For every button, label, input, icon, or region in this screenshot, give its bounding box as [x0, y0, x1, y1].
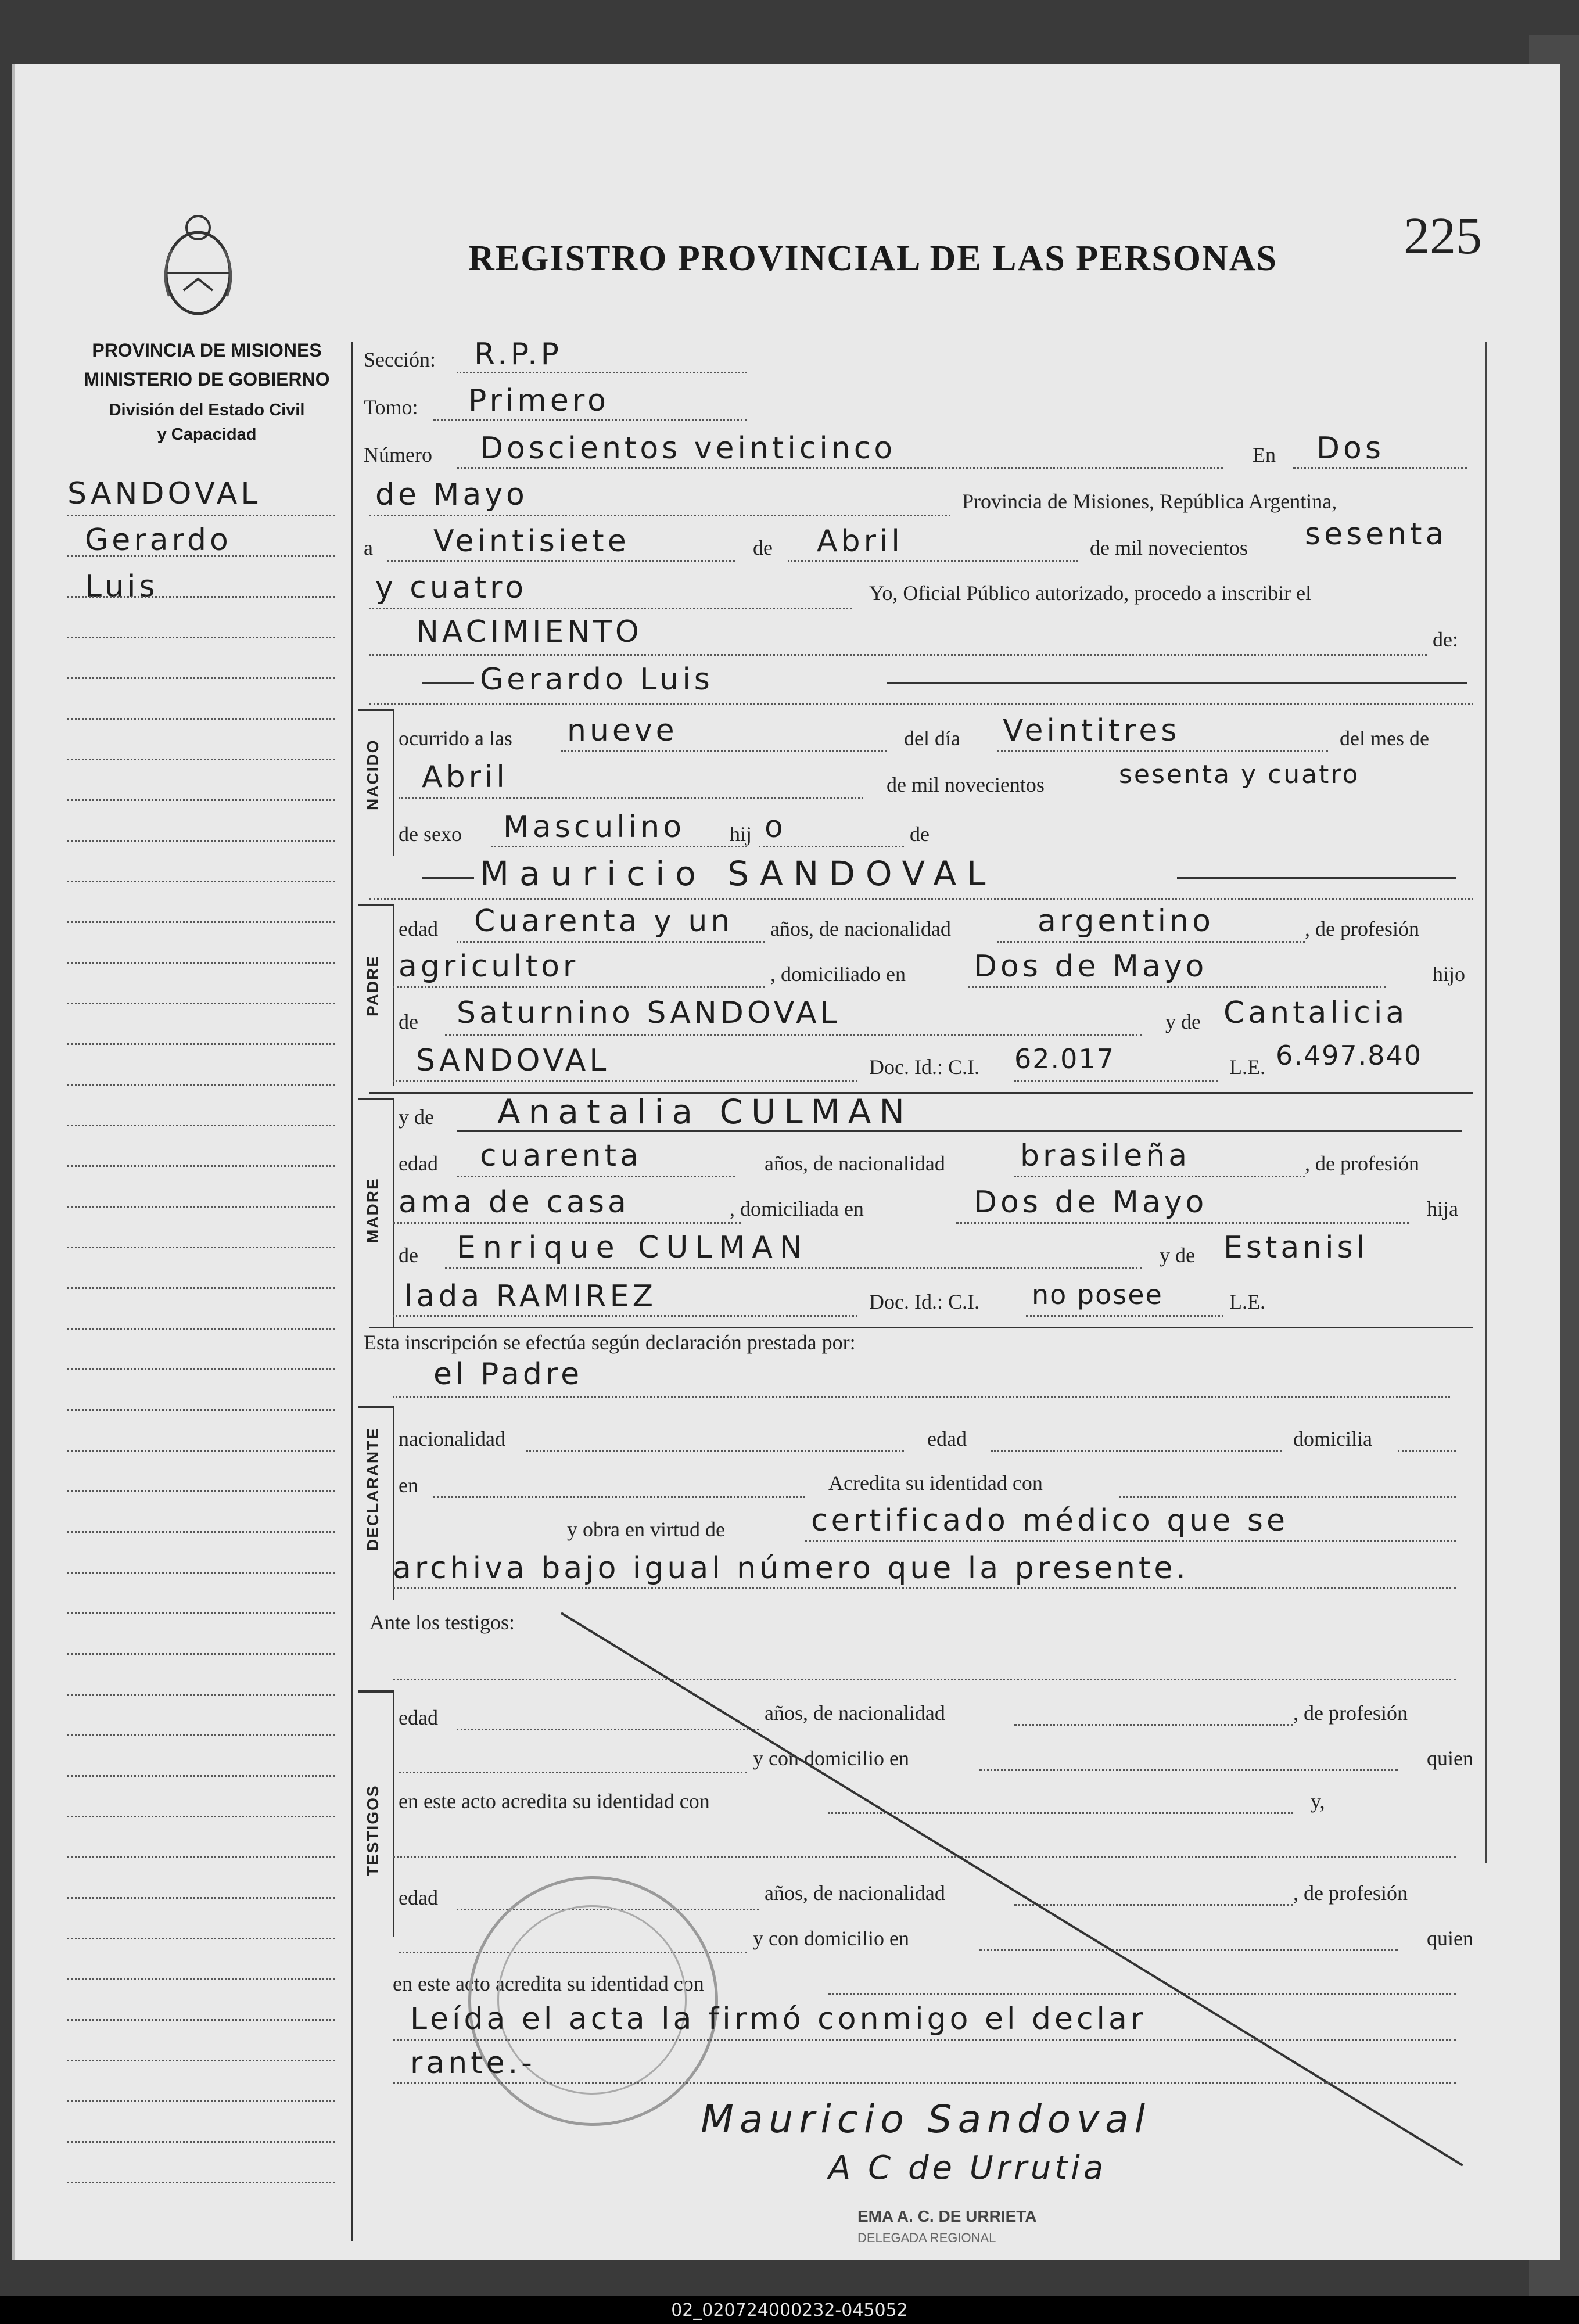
padre-prof-value: agricultor — [399, 949, 579, 984]
nacido-section-label: NACIDO — [364, 739, 382, 810]
padre-mother-value: Cantalicia — [1223, 996, 1408, 1030]
madre-father-value: Enrique CULMAN — [457, 1230, 809, 1265]
madre-edad-label: edad — [399, 1152, 438, 1175]
testigo1-dom-label: y con domicilio en — [753, 1747, 909, 1770]
page-number: 225 — [1404, 207, 1482, 265]
margin-ruled-line — [67, 1328, 335, 1330]
madre-dom-label: , domiciliada en — [730, 1197, 864, 1220]
sexo-label: de sexo — [399, 822, 462, 846]
padre-dom-value: Dos de Mayo — [974, 949, 1208, 984]
margin-ruled-line — [67, 962, 335, 964]
margin-ruled-line — [67, 1003, 335, 1004]
padre-edad-label: edad — [399, 917, 438, 940]
child-name-value: Gerardo Luis — [480, 662, 713, 697]
margin-ruled-line — [67, 1734, 335, 1736]
madre-mother-surname-value: lada RAMIREZ — [404, 1279, 657, 1314]
margin-ruled-line — [67, 1572, 335, 1574]
hijo-value: o — [765, 810, 787, 845]
madre-nac-label: años, de nacionalidad — [765, 1152, 945, 1175]
signature-declarant: Mauricio Sandoval — [701, 2097, 1151, 2142]
seccion-value: R.P.P — [474, 337, 562, 372]
declarante-obra-value-continued: archiva bajo igual número que la presente. — [393, 1551, 1189, 1586]
en-label: En — [1253, 443, 1276, 466]
margin-ruled-line — [67, 1816, 335, 1817]
padre-nac-value: argentino — [1038, 904, 1214, 939]
margin-ruled-line — [67, 759, 335, 760]
margin-ruled-line — [67, 718, 335, 720]
ocurrido-label: ocurrido a las — [399, 727, 512, 750]
birth-year-value: sesenta y cuatro — [1119, 760, 1360, 789]
madre-prof-label: , de profesión — [1305, 1152, 1419, 1175]
testigo1-prof-label: , de profesión — [1293, 1701, 1408, 1725]
province-header — [50, 336, 364, 394]
closing-note-line-2: rante.- — [410, 2046, 536, 2081]
signature-official: A C de Urrutia — [828, 2149, 1107, 2187]
padre-mother-surname-value: SANDOVAL — [416, 1043, 610, 1078]
margin-ruled-line — [67, 555, 335, 557]
margin-ruled-line — [67, 1938, 335, 1939]
seccion-label: Sección: — [364, 348, 436, 371]
division-line-2: y Capacidad — [157, 425, 257, 444]
margin-ruled-line — [67, 1247, 335, 1248]
padre-section-label: PADRE — [364, 955, 382, 1016]
declarante-dom-label: domicilia — [1293, 1427, 1372, 1450]
margin-middle-name: Luis — [85, 569, 159, 604]
birth-month-value: Abril — [422, 760, 508, 795]
testigo1-y-label: y, — [1311, 1790, 1325, 1813]
declarante-value: el Padre — [433, 1357, 583, 1392]
year-value: sesenta — [1305, 517, 1448, 552]
margin-ruled-line — [67, 881, 335, 882]
margin-ruled-line — [67, 1165, 335, 1167]
official-stamp-name: EMA A. C. DE URRIETA — [857, 2207, 1037, 2225]
del-dia-label: del día — [904, 727, 960, 750]
year-value-continued: y cuatro — [375, 570, 527, 605]
register-page — [12, 64, 1560, 2260]
division-line-1: División del Estado Civil — [109, 401, 305, 419]
margin-ruled-line — [67, 1612, 335, 1614]
padre-hijo-label: hijo — [1433, 962, 1466, 986]
declarante-en-label: en — [399, 1474, 418, 1497]
father-full-name-value: Mauricio SANDOVAL — [480, 854, 996, 893]
margin-ruled-line — [67, 1694, 335, 1696]
margin-ruled-line — [67, 2060, 335, 2061]
form-frame-right — [1485, 342, 1487, 1863]
act-type-value: NACIMIENTO — [416, 615, 643, 649]
margin-ruled-line — [67, 1856, 335, 1858]
margin-ruled-line — [67, 1450, 335, 1452]
testigo2-edad-label: edad — [399, 1886, 438, 1909]
province-name: PROVINCIA DE MISIONES — [92, 340, 322, 361]
ministry-name: MINISTERIO DE GOBIERNO — [84, 369, 330, 390]
madre-yde2-label: y de — [1160, 1244, 1195, 1267]
a-label: a — [364, 536, 373, 559]
declarante-edad-label: edad — [927, 1427, 967, 1450]
en-value: Dos — [1316, 431, 1384, 466]
padre-le-label: L.E. — [1229, 1055, 1265, 1079]
madre-name-value: Anatalia CULMAN — [497, 1092, 913, 1132]
declarante-nac-label: nacionalidad — [399, 1427, 505, 1450]
margin-ruled-line — [67, 1897, 335, 1899]
margin-given-name: Gerardo — [85, 523, 232, 558]
declaracion-intro-label: Esta inscripción se efectúa según declaración prestada por: — [364, 1331, 856, 1354]
margin-ruled-line — [67, 2100, 335, 2102]
division-header — [50, 398, 364, 447]
margin-ruled-line — [67, 799, 335, 801]
madre-section-label: MADRE — [364, 1177, 382, 1243]
ante-testigos-label: Ante los testigos: — [369, 1611, 515, 1634]
de-label: de — [753, 536, 773, 559]
padre-prof-label: , de profesión — [1305, 917, 1419, 940]
madre-hija-label: hija — [1427, 1197, 1458, 1220]
margin-ruled-line — [67, 1409, 335, 1411]
madre-doc-label: Doc. Id.: C.I. — [869, 1290, 979, 1313]
tomo-label: Tomo: — [364, 396, 418, 419]
margin-ruled-line — [67, 1287, 335, 1289]
margin-ruled-line — [67, 637, 335, 638]
place-value: de Mayo — [375, 477, 528, 512]
testigos-section-label: TESTIGOS — [364, 1784, 382, 1876]
margin-ruled-line — [67, 2019, 335, 2021]
testigo1-quien-label: quien — [1427, 1747, 1473, 1770]
padre-edad-value: Cuarenta y un — [474, 904, 734, 939]
sexo-value: Masculino — [503, 810, 686, 845]
margin-ruled-line — [67, 840, 335, 842]
footer-id: 02_020724000232-045052 — [671, 2300, 908, 2321]
madre-dom-value: Dos de Mayo — [974, 1185, 1208, 1220]
margin-ruled-line — [67, 1531, 335, 1533]
testigo1-nac-label: años, de nacionalidad — [765, 1701, 945, 1725]
madre-mother-value: Estanisl — [1223, 1230, 1369, 1265]
declarante-section-label: DECLARANTE — [364, 1427, 382, 1551]
madre-doc-value: no posee — [1032, 1279, 1163, 1310]
de-father-label: de — [910, 822, 930, 846]
margin-ruled-line — [67, 921, 335, 923]
madre-edad-value: cuarenta — [480, 1138, 642, 1173]
birth-hour-value: nueve — [567, 713, 678, 748]
padre-yde-label: y de — [1165, 1010, 1201, 1033]
de-colon-label: de: — [1433, 628, 1458, 651]
margin-ruled-line — [67, 596, 335, 598]
madre-le-label: L.E. — [1229, 1290, 1265, 1313]
birth-year-label: de mil novecientos — [887, 773, 1045, 796]
padre-doc-label: Doc. Id.: C.I. — [869, 1055, 979, 1079]
margin-ruled-line — [67, 1125, 335, 1126]
padre-le-value: 6.497.840 — [1276, 1040, 1423, 1071]
month-value: Abril — [817, 524, 903, 559]
padre-doc-value: 62.017 — [1014, 1043, 1115, 1075]
madre-yde-label: y de — [399, 1105, 434, 1129]
margin-surname: SANDOVAL — [67, 476, 261, 511]
margin-ruled-line — [67, 1206, 335, 1208]
margin-ruled-line — [67, 2141, 335, 2143]
numero-label: Número — [364, 443, 432, 466]
margin-ruled-line — [67, 2182, 335, 2183]
document-title: REGISTRO PROVINCIAL DE LAS PERSONAS — [468, 239, 1277, 278]
tomo-value: Primero — [468, 383, 609, 418]
official-stamp-role: DELEGADA REGIONAL — [857, 2230, 996, 2245]
madre-de-label: de — [399, 1244, 418, 1267]
yo-label: Yo, Oficial Público autorizado, procedo a inscribir el — [869, 581, 1312, 605]
padre-dom-label: , domiciliado en — [770, 962, 906, 986]
margin-ruled-line — [67, 1043, 335, 1045]
declarante-obra-label: y obra en virtud de — [567, 1518, 725, 1541]
testigo2-nac-label: años, de nacionalidad — [765, 1881, 945, 1905]
margin-ruled-line — [67, 1653, 335, 1655]
madre-nac-value: brasileña — [1020, 1138, 1191, 1173]
hijo-label: hij — [730, 822, 752, 846]
margin-ruled-line — [67, 1775, 335, 1777]
coat-of-arms-icon — [155, 209, 242, 325]
margin-ruled-line — [67, 515, 335, 516]
padre-de-label: de — [399, 1010, 418, 1033]
declarante-acredita-label: Acredita su identidad con — [828, 1471, 1043, 1495]
testigo2-prof-label: , de profesión — [1293, 1881, 1408, 1905]
testigo1-edad-label: edad — [399, 1706, 438, 1729]
day-value: Veintisiete — [433, 524, 630, 559]
province-country-label: Provincia de Misiones, República Argentina, — [962, 490, 1337, 513]
testigo2-dom-label: y con domicilio en — [753, 1927, 909, 1950]
padre-father-value: Saturnino SANDOVAL — [457, 996, 841, 1030]
margin-ruled-line — [67, 677, 335, 679]
birth-day-value: Veintitres — [1003, 713, 1180, 748]
closing-note-line-1: Leída el acta la firmó conmigo el declar — [410, 2002, 1147, 2036]
year-label: de mil novecientos — [1090, 536, 1248, 559]
footer-bar — [0, 2296, 1579, 2324]
padre-nac-label: años, de nacionalidad — [770, 917, 951, 940]
margin-ruled-line — [67, 1368, 335, 1370]
margin-ruled-line — [67, 1084, 335, 1086]
declarante-obra-value: certificado médico que se — [811, 1503, 1289, 1538]
testigo2-acredita-label: en este acto acredita su identidad con — [393, 1972, 704, 1995]
testigo2-quien-label: quien — [1427, 1927, 1473, 1950]
madre-prof-value: ama de casa — [399, 1185, 630, 1220]
del-mes-label: del mes de — [1340, 727, 1429, 750]
margin-ruled-line — [67, 1978, 335, 1980]
testigo1-acredita-label: en este acto acredita su identidad con — [399, 1790, 710, 1813]
numero-value: Doscientos veinticinco — [480, 431, 896, 466]
margin-ruled-line — [67, 1490, 335, 1492]
